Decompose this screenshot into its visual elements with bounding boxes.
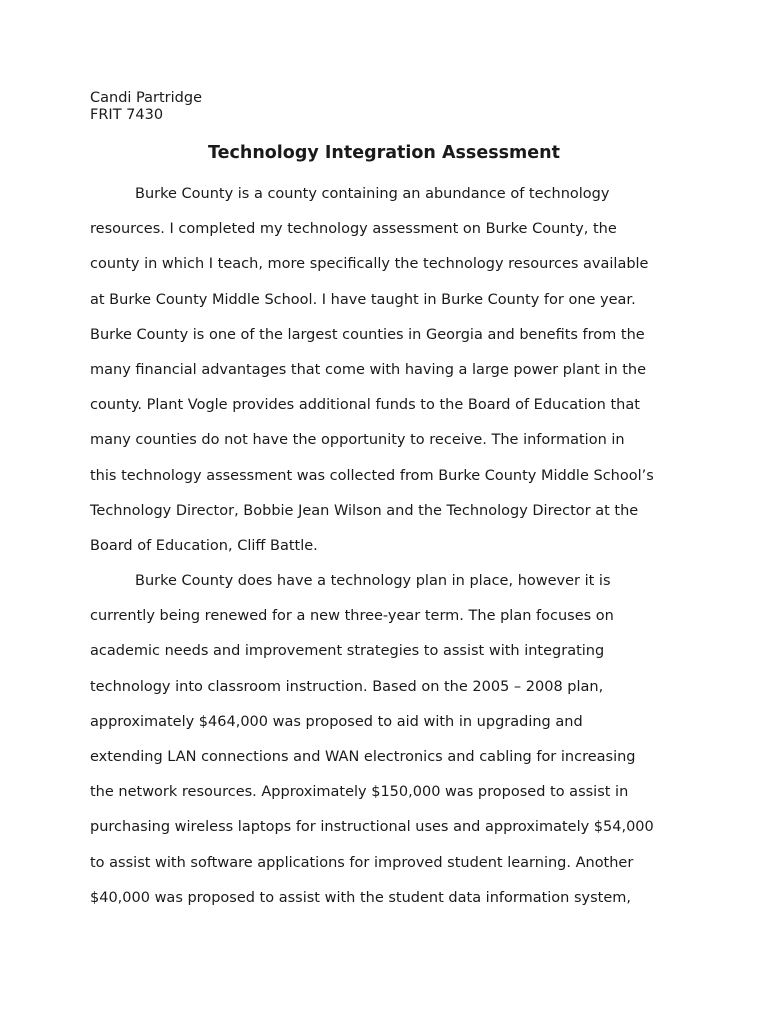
body-text-line: the network resources. Approximately $150,000 was proposed to assist in <box>90 784 629 801</box>
body-text-line: county. Plant Vogle provides additional funds to the Board of Education that <box>90 397 640 414</box>
document-body <box>90 177 690 916</box>
body-text-line: currently being renewed for a new three-year term. The plan focuses on <box>90 608 614 625</box>
body-text-line: many financial advantages that come with having a large power plant in the <box>90 361 647 378</box>
body-text-line: technology into classroom instruction. Based on the 2005 – 2008 plan, <box>90 678 604 695</box>
body-text-line: extending LAN connections and WAN electronics and cabling for increasing <box>90 749 636 765</box>
body-text-line: many counties do not have the opportunity to receive. The information in <box>90 432 625 449</box>
body-text-line: county in which I teach, more specifically the technology resources available <box>90 256 649 273</box>
body-text-line: academic needs and improvement strategies to assist with integrating <box>90 643 605 660</box>
body-text-line: approximately $464,000 was proposed to aid with in upgrading and <box>90 713 583 730</box>
course-code: FRIT 7430 <box>90 107 164 123</box>
body-text-line: $40,000 was proposed to assist with the student data information system, <box>90 889 632 906</box>
body-text-line: to assist with software applications for improved student learning. Another <box>90 854 634 871</box>
body-text-line: at Burke County Middle School. I have taught in Burke County for one year. <box>90 291 636 308</box>
body-text-line: Technology Director, Bobbie Jean Wilson and the Technology Director at the <box>90 502 639 519</box>
body-text-line: Burke County is a county containing an abundance of technology <box>135 186 610 202</box>
document-header <box>90 90 202 124</box>
body-text-line: this technology assessment was collected from Burke County Middle School’s <box>90 467 654 484</box>
body-text-line: resources. I completed my technology assessment on Burke County, the <box>90 221 617 238</box>
body-text-line: Burke County does have a technology plan in place, however it is <box>135 573 611 590</box>
document-title: Technology Integration Assessment <box>208 143 560 163</box>
body-text-line: purchasing wireless laptops for instructional uses and approximately $54,000 <box>90 819 654 836</box>
author-name: Candi Partridge <box>90 90 202 106</box>
body-text-line: Burke County is one of the largest counties in Georgia and benefits from the <box>90 326 645 343</box>
body-text-line: Board of Education, Cliff Battle. <box>90 537 318 554</box>
